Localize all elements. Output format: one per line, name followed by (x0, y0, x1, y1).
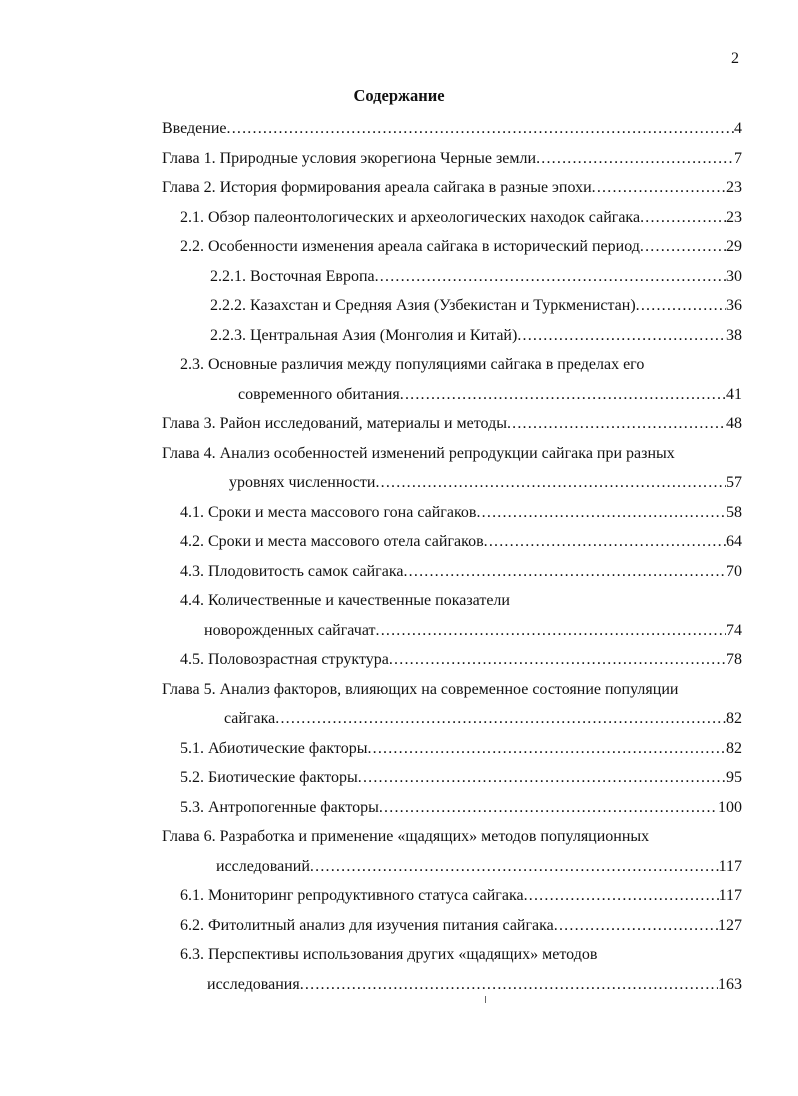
dot-leader (375, 262, 726, 292)
toc-line (162, 911, 742, 941)
toc-line (162, 675, 742, 705)
toc-line (162, 291, 742, 321)
dot-leader (484, 527, 726, 557)
toc-page-number: 117 (718, 887, 742, 904)
toc-page-number: 70 (726, 562, 742, 580)
toc-page-number: 4 (734, 120, 742, 137)
toc-entry[interactable] (162, 232, 742, 262)
toc-line (162, 527, 742, 557)
dot-leader (275, 704, 726, 734)
toc-entry-title: исследования (207, 975, 300, 993)
toc-entry-title: Глава 1. Природные условия экорегиона Черные земли (162, 149, 537, 167)
toc-line (162, 262, 742, 292)
toc-page-number: 48 (726, 415, 742, 432)
dot-leader (389, 645, 726, 675)
toc-entry-title: 4.4. Количественные и качественные показатели (180, 592, 510, 609)
toc-entry-title: новорожденных сайгачат (204, 621, 376, 639)
toc-entry[interactable] (162, 498, 742, 528)
toc-entry[interactable] (162, 940, 742, 999)
toc-entry-title: исследований (216, 857, 310, 875)
toc-line (162, 881, 742, 911)
toc-entry[interactable] (162, 763, 742, 793)
toc-page-number: 41 (726, 385, 742, 403)
toc-line (162, 321, 742, 351)
toc-entry-title: 4.1. Сроки и места массового гона сайгаков (180, 503, 477, 521)
toc-entry[interactable] (162, 114, 742, 144)
toc-entry-title: 2.2.3. Центральная Азия (Монголия и Китай) (210, 326, 518, 344)
toc-line (162, 793, 742, 823)
toc-page-number: 7 (734, 149, 742, 167)
toc-line (162, 350, 742, 380)
toc-entry-title: 5.1. Абиотические факторы (180, 739, 368, 757)
toc-entry[interactable] (162, 203, 742, 233)
page-number: 2 (731, 50, 739, 67)
toc-line (162, 439, 742, 469)
dot-leader (640, 232, 726, 262)
toc-line (162, 940, 742, 970)
toc-page-number: 74 (726, 621, 742, 639)
toc-line (162, 409, 742, 439)
toc-entry-title: 6.2. Фитолитный анализ для изучения питания сайгака (180, 916, 554, 934)
toc-page-number: 100 (718, 798, 742, 816)
dot-leader (476, 498, 726, 528)
table-of-contents (162, 114, 742, 999)
toc-entry-title: 6.3. Перспективы использования других «щадящих» методов (180, 946, 598, 963)
toc-entry[interactable] (162, 734, 742, 764)
dot-leader (524, 881, 719, 911)
toc-entry[interactable] (162, 291, 742, 321)
dot-leader (403, 557, 726, 587)
dot-leader (636, 291, 726, 321)
toc-entry-title: 4.3. Плодовитость самок сайгака (180, 562, 404, 580)
toc-entry-title: сайгака (224, 710, 276, 727)
toc-line (162, 970, 742, 1000)
toc-entry-title: современного обитания (238, 385, 400, 403)
toc-line (162, 734, 742, 764)
toc-entry-title: 5.3. Антропогенные факторы (180, 798, 379, 816)
toc-entry-title: 2.2.2. Казахстан и Средняя Азия (Узбекистан и Туркменистан) (210, 297, 636, 314)
toc-line (162, 380, 742, 410)
toc-page-number: 95 (726, 769, 742, 786)
toc-page-number: 38 (726, 326, 742, 344)
toc-page-number: 23 (726, 179, 742, 196)
toc-line (162, 498, 742, 528)
toc-line (162, 645, 742, 675)
toc-page-number: 29 (726, 238, 742, 255)
toc-line (162, 173, 742, 203)
dot-leader (640, 203, 726, 233)
toc-page-number: 58 (726, 503, 742, 521)
dot-leader (375, 468, 726, 498)
toc-entry[interactable] (162, 527, 742, 557)
toc-entry-title: Глава 5. Анализ факторов, влияющих на современное состояние популяции (162, 680, 679, 698)
toc-entry-title: 6.1. Мониторинг репродуктивного статуса сайгака (180, 887, 524, 904)
dot-leader (517, 321, 726, 351)
dot-leader (536, 144, 734, 174)
dot-leader (358, 763, 726, 793)
toc-page-number: 117 (718, 857, 742, 875)
toc-entry-title: 2.3. Основные различия между популяциями сайгака в пределах его (180, 356, 645, 373)
toc-page-number: 163 (718, 975, 742, 993)
toc-entry-title: уровнях численности (229, 474, 376, 491)
toc-entry[interactable] (162, 911, 742, 941)
toc-line (162, 586, 742, 616)
toc-entry[interactable] (162, 645, 742, 675)
toc-page-number: 57 (726, 474, 742, 491)
toc-entry[interactable] (162, 675, 742, 734)
toc-line (162, 763, 742, 793)
toc-entry-title: 2.1. Обзор палеонтологических и археологических находок сайгака (180, 208, 641, 226)
toc-page-number: 82 (726, 710, 742, 727)
toc-entry-title: 4.5. Половозрастная структура (180, 651, 389, 668)
toc-line (162, 144, 742, 174)
toc-line (162, 616, 742, 646)
toc-entry-title: Глава 3. Район исследований, материалы и методы (162, 415, 507, 432)
toc-entry[interactable] (162, 321, 742, 351)
scan-artifact (485, 996, 486, 1003)
toc-page-number: 23 (726, 208, 742, 226)
dot-leader (310, 852, 719, 882)
toc-line (162, 203, 742, 233)
toc-entry-title: 2.2. Особенности изменения ареала сайгака в исторический период (180, 238, 640, 255)
toc-entry[interactable] (162, 881, 742, 911)
dot-leader (367, 734, 726, 764)
toc-page-number: 78 (726, 651, 742, 668)
dot-leader (227, 114, 735, 144)
toc-entry-title: 4.2. Сроки и места массового отела сайгаков (180, 533, 484, 550)
toc-entry-title: Глава 4. Анализ особенностей изменений репродукции сайгака при разных (162, 444, 675, 462)
dot-leader (554, 911, 718, 941)
dot-leader (376, 616, 727, 646)
toc-entry-title: 5.2. Биотические факторы (180, 769, 358, 786)
dot-leader (379, 793, 718, 823)
toc-title: Содержание (353, 86, 445, 105)
toc-entry-title: 2.2.1. Восточная Европа (210, 267, 375, 285)
dot-leader (400, 380, 726, 410)
toc-entry[interactable] (162, 144, 742, 174)
toc-line (162, 822, 742, 852)
toc-line (162, 852, 742, 882)
toc-entry[interactable] (162, 350, 742, 409)
toc-entry[interactable] (162, 793, 742, 823)
toc-entry-title: Глава 2. История формирования ареала сайгака в разные эпохи (162, 179, 592, 196)
toc-entry[interactable] (162, 262, 742, 292)
toc-entry[interactable] (162, 439, 742, 498)
toc-entry-title: Глава 6. Разработка и применение «щадящих» методов популяционных (162, 828, 650, 845)
toc-entry[interactable] (162, 822, 742, 881)
toc-line (162, 557, 742, 587)
toc-page-number: 64 (726, 533, 742, 550)
toc-page-number: 127 (718, 916, 742, 934)
toc-line (162, 232, 742, 262)
dot-leader (592, 173, 726, 203)
toc-entry[interactable] (162, 409, 742, 439)
toc-line (162, 114, 742, 144)
dot-leader (507, 409, 726, 439)
toc-page-number: 30 (726, 267, 742, 285)
toc-line (162, 704, 742, 734)
toc-entry-title: Введение (162, 120, 227, 137)
toc-entry[interactable] (162, 557, 742, 587)
toc-line (162, 468, 742, 498)
toc-page-number: 82 (726, 739, 742, 757)
toc-page-number: 36 (726, 297, 742, 314)
toc-entry[interactable] (162, 173, 742, 203)
toc-entry[interactable] (162, 586, 742, 645)
dot-leader (300, 970, 718, 1000)
